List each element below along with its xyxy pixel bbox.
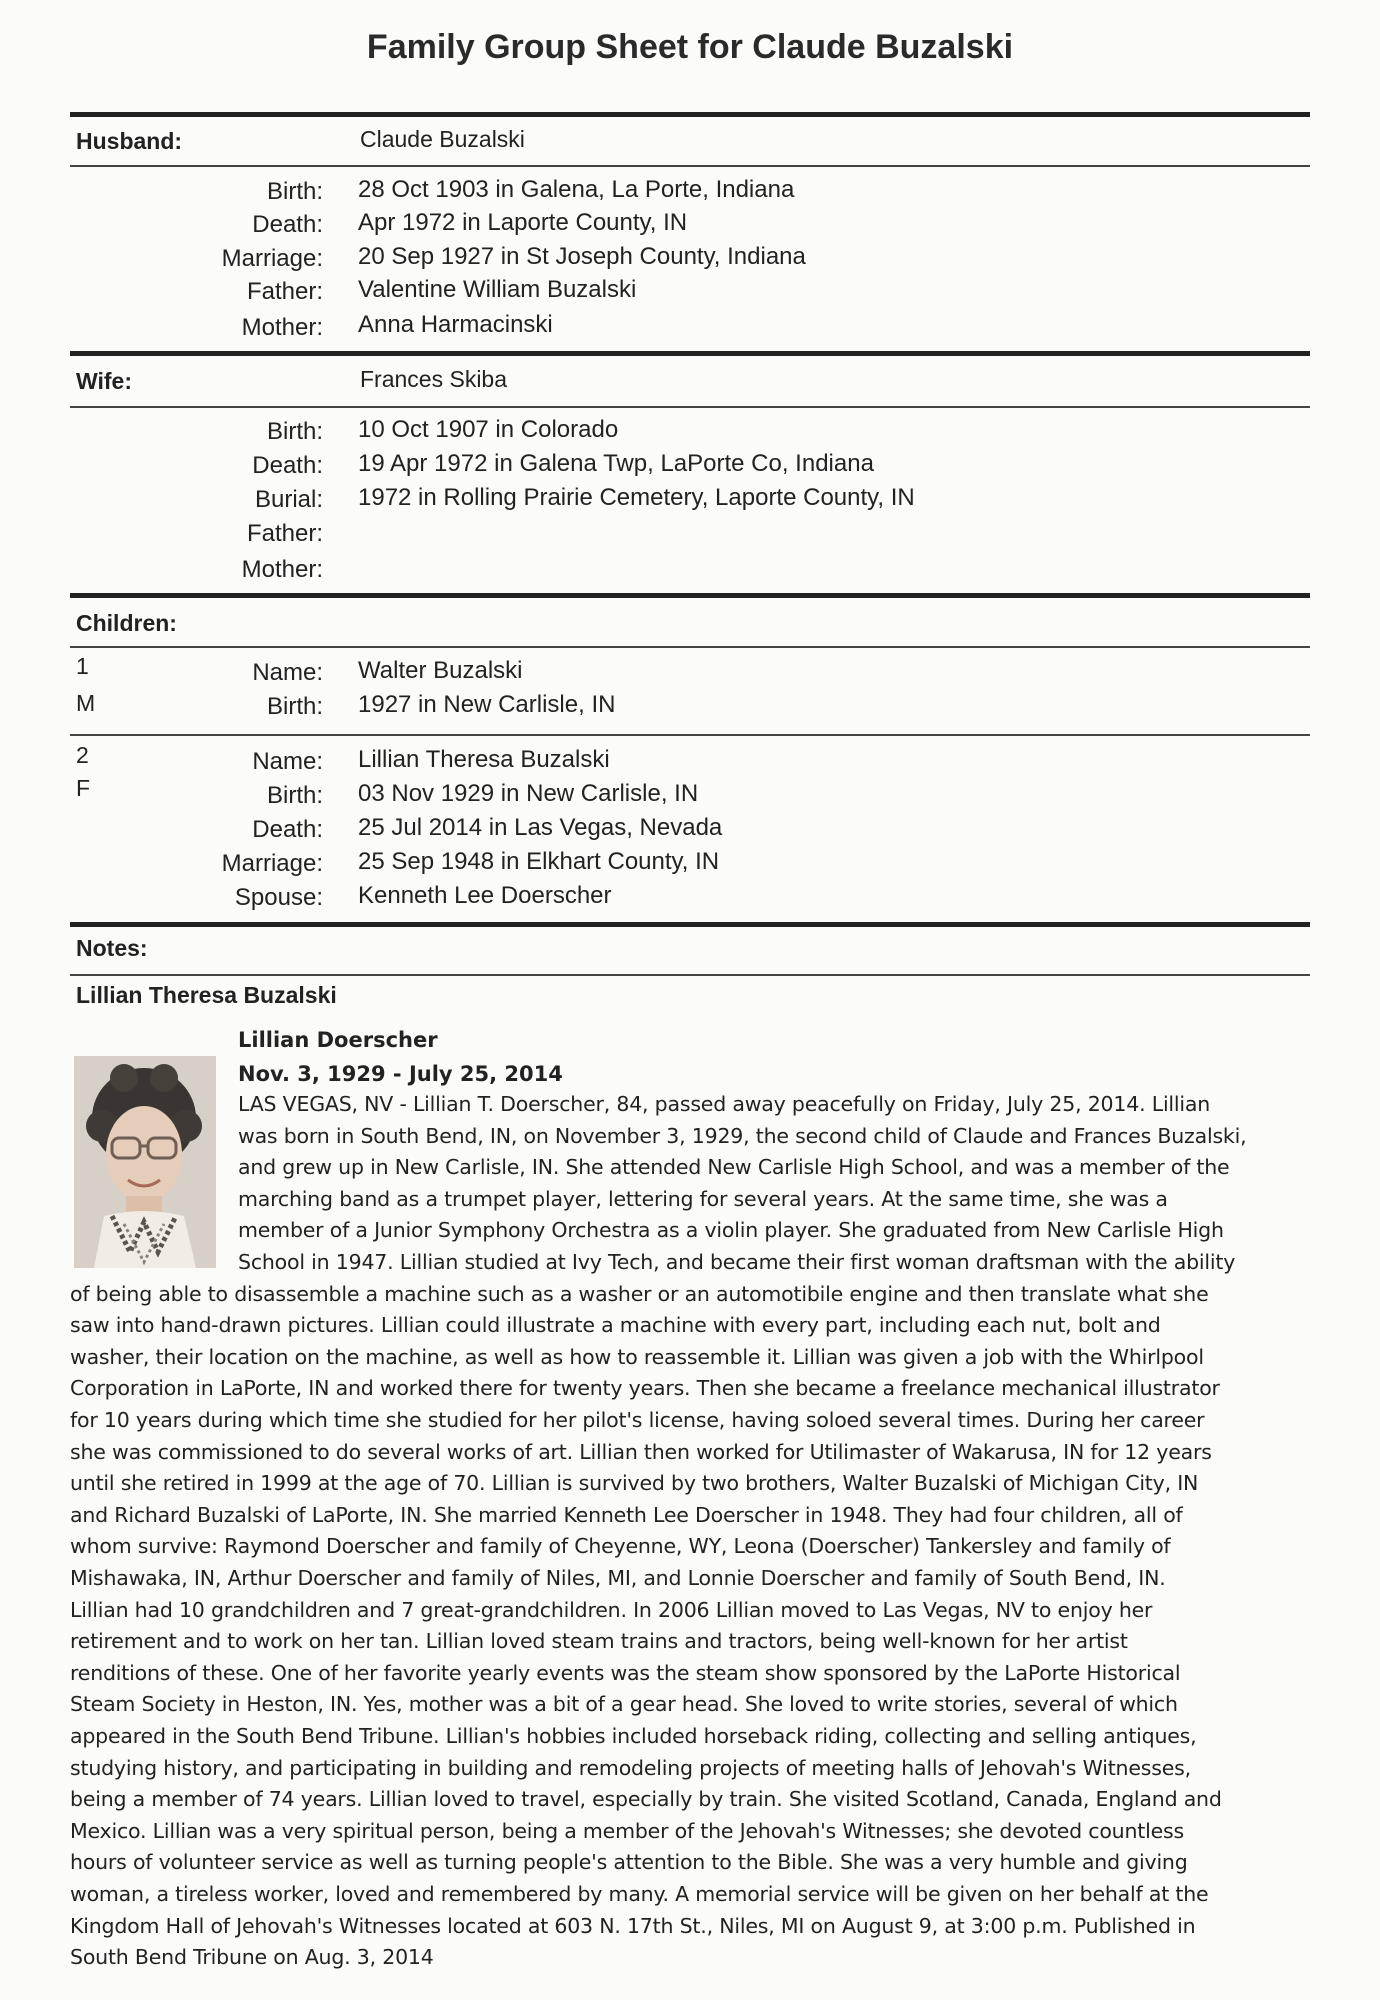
child-sex: M: [76, 690, 96, 716]
obituary-line: member of a Junior Symphony Orchestra as a violin player. She graduated from New Carlisle High: [238, 1218, 1224, 1243]
obituary-line: studying history, and participating in building and remodeling projects of meeting halls of Jehovah's Witnesses,: [70, 1755, 1191, 1780]
wife-death-label: Death:: [252, 452, 323, 479]
obituary-line: saw into hand-drawn pictures. Lillian could illustrate a machine with every part, including each nut, bolt and: [70, 1313, 1161, 1338]
husband-header: Husband:: [76, 128, 183, 154]
obituary-line: and grew up in New Carlisle, IN. She attended New Carlisle High School, and was a member of the: [238, 1155, 1230, 1180]
section-divider: [70, 112, 1310, 117]
husband-father-label: Father:: [246, 278, 323, 305]
husband-death-label: Death:: [252, 211, 323, 238]
section-divider: [70, 922, 1310, 927]
obituary-line: was born in South Bend, IN, on November 3, 1929, the second child of Claude and Frances Buzalski,: [238, 1123, 1247, 1148]
husband-birth-label: Birth:: [266, 178, 323, 205]
notes-header: Notes:: [76, 935, 148, 961]
obituary-line: for 10 years during which time she studied for her pilot's license, having soloed several times. During her career: [70, 1408, 1205, 1432]
child2-death-value: 25 Jul 2014 in Las Vegas, Nevada: [358, 814, 723, 841]
obituary-line: of being able to disassemble a machine such as a washer or an automotibile engine and then translate what she: [70, 1281, 1209, 1306]
husband-father-value: Valentine William Buzalski: [358, 276, 637, 303]
obituary-line: renditions of these. One of her favorite yearly events was the steam show sponsored by the LaPorte Historical: [70, 1660, 1181, 1685]
husband-name: Claude Buzalski: [360, 126, 525, 152]
obituary-line: being a member of 74 years. Lillian loved to travel, especially by train. She visited Scotland, Canada, England and: [70, 1787, 1222, 1812]
child2-marriage-label: Marriage:: [221, 850, 323, 877]
obituary-line: marching band as a trumpet player, lettering for several years. At the same time, she was a: [238, 1186, 1168, 1211]
obituary-line: woman, a tireless worker, loved and remembered by many. A memorial service will be given on her behalf at the: [70, 1882, 1209, 1906]
child2-spouse-value: Kenneth Lee Doerscher: [358, 882, 612, 909]
obituary-line: appeared in the South Bend Tribune. Lillian's hobbies included horseback riding, collecting and selling antiques,: [70, 1724, 1197, 1748]
obituary-line: hours of volunteer service as well as turning people's attention to the Bible. She was a very humble and giving: [70, 1850, 1188, 1875]
child2-death-label: Death:: [252, 816, 323, 843]
obituary-line: LAS VEGAS, NV - Lillian T. Doerscher, 84, passed away peacefully on Friday, July 25, 2014. Lillian: [238, 1092, 1211, 1116]
portrait-photo: [74, 1056, 216, 1268]
child1-birth-value: 1927 in New Carlisle, IN: [358, 691, 616, 718]
wife-mother-label: Mother:: [241, 556, 323, 583]
obituary-line: South Bend Tribune on Aug. 3, 2014: [70, 1945, 434, 1970]
child2-spouse-label: Spouse:: [234, 884, 323, 911]
obituary-dates: Nov. 3, 1929 - July 25, 2014: [238, 1062, 563, 1086]
wife-burial-label: Burial:: [254, 486, 323, 513]
husband-death-value: Apr 1972 in Laporte County, IN: [358, 209, 688, 236]
child1-birth-label: Birth:: [266, 693, 323, 720]
page-title: Family Group Sheet for Claude Buzalski: [366, 28, 1014, 66]
child1-name-value: Walter Buzalski: [358, 657, 523, 684]
wife-birth-label: Birth:: [266, 418, 323, 445]
obituary-line: Corporation in LaPorte, IN and worked there for twenty years. Then she became a freelance mechanical illustrator: [70, 1376, 1220, 1401]
obituary-line: Mexico. Lillian was a very spiritual person, being a member of the Jehovah's Witnesses; she devoted countless: [70, 1818, 1184, 1843]
divider-line: [70, 734, 1310, 736]
obituary-line: Steam Society in Heston, IN. Yes, mother was a bit of a gear head. She loved to write stories, several of which: [70, 1692, 1178, 1717]
notes-subject: Lillian Theresa Buzalski: [76, 982, 337, 1008]
divider-line: [70, 646, 1310, 648]
obituary-line: washer, their location on the machine, as well as how to reassemble it. Lillian was given a job with the Whirlpool: [70, 1344, 1204, 1369]
wife-father-label: Father:: [246, 520, 323, 547]
husband-marriage-value: 20 Sep 1927 in St Joseph County, Indiana: [358, 243, 806, 270]
section-divider: [70, 593, 1310, 598]
divider-line: [70, 406, 1310, 408]
obituary-line: and Richard Buzalski of LaPorte, IN. She married Kenneth Lee Doerscher in 1948. They had four children, all of: [70, 1502, 1183, 1527]
obituary-line: School in 1947. Lillian studied at Ivy Tech, and became their first woman draftsman with the ability: [238, 1250, 1236, 1274]
wife-burial-value: 1972 in Rolling Prairie Cemetery, Laporte County, IN: [358, 484, 915, 511]
section-divider: [70, 351, 1310, 356]
child-sex: F: [76, 775, 91, 801]
wife-death-value: 19 Apr 1972 in Galena Twp, LaPorte Co, Indiana: [358, 450, 874, 477]
obituary-name: Lillian Doerscher: [238, 1028, 438, 1052]
child-number: 2: [76, 742, 89, 768]
obituary-line: until she retired in 1999 at the age of 70. Lillian is survived by two brothers, Walter Buzalski of Michigan City, IN: [70, 1471, 1199, 1496]
obituary-line: retirement and to work on her tan. Lillian loved steam trains and tractors, being well-known for her artist: [70, 1629, 1128, 1654]
wife-name: Frances Skiba: [360, 366, 508, 392]
divider-line: [70, 974, 1310, 976]
obituary-line: Kingdom Hall of Jehovah's Witnesses located at 603 N. 17th St., Niles, MI on August 9, at 3:00 p.m. Published in: [70, 1913, 1196, 1938]
obituary-line: Mishawaka, IN, Arthur Doerscher and family of Niles, MI, and Lonnie Doerscher and family of South Bend, IN.: [70, 1566, 1166, 1590]
child2-name-value: Lillian Theresa Buzalski: [358, 746, 610, 773]
child2-name-label: Name:: [252, 748, 323, 775]
husband-mother-label: Mother:: [241, 314, 323, 341]
obituary-line: Lillian had 10 grandchildren and 7 great-grandchildren. In 2006 Lillian moved to Las Vegas, NV to enjoy her: [70, 1597, 1153, 1622]
husband-birth-value: 28 Oct 1903 in Galena, La Porte, Indiana: [358, 176, 795, 203]
obituary-line: whom survive: Raymond Doerscher and family of Cheyenne, WY, Leona (Doerscher) Tankersley and family of: [70, 1534, 1171, 1559]
divider-line: [70, 165, 1310, 167]
wife-birth-value: 10 Oct 1907 in Colorado: [358, 416, 619, 443]
child2-marriage-value: 25 Sep 1948 in Elkhart County, IN: [358, 848, 720, 875]
husband-marriage-label: Marriage:: [221, 245, 323, 272]
wife-header: Wife:: [76, 368, 133, 394]
child1-name-label: Name:: [252, 659, 323, 686]
obituary-line: she was commissioned to do several works of art. Lillian then worked for Utilimaster of Wakarusa, IN for 12 years: [70, 1439, 1212, 1464]
husband-mother-value: Anna Harmacinski: [358, 311, 553, 338]
child-number: 1: [76, 653, 89, 679]
child2-birth-value: 03 Nov 1929 in New Carlisle, IN: [358, 780, 699, 807]
child2-birth-label: Birth:: [266, 782, 323, 809]
children-header: Children:: [76, 610, 177, 636]
